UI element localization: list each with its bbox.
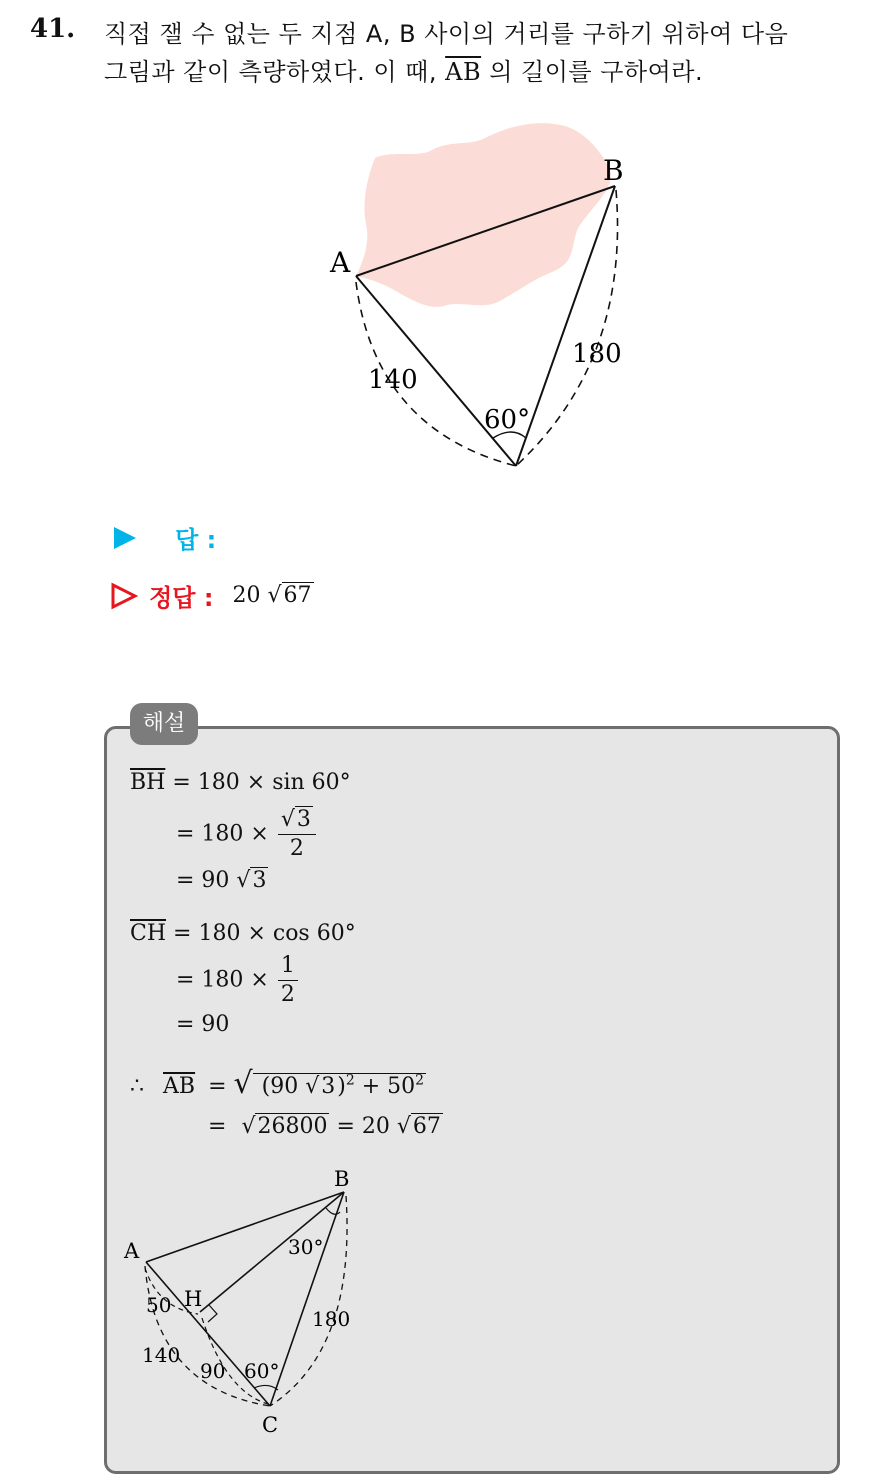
solution-figure [118, 1160, 378, 1440]
ab-exp: 2 [345, 1072, 355, 1089]
bh-eq3-radicand: 3 [252, 868, 267, 893]
segment-ch: $\overline{CH}$ [130, 921, 167, 946]
ch-eq3: = 90 [176, 1012, 230, 1037]
ab-eq1: ∴ $\overline{AB}$ = √ (90 $√3)^2 + 50^2$ [130, 1066, 425, 1101]
fig2-label-c: C [262, 1413, 279, 1437]
bh-eq1-text: = 180 × sin 60° [172, 770, 351, 795]
fig2-label-50: 50 [146, 1293, 172, 1317]
fig2-label-b: B [334, 1167, 350, 1191]
ab-eq2: = √26800 = 20 √67 [208, 1114, 441, 1139]
fraction-sqrt3-over-2: $\frac{√3}{2}$ [278, 806, 316, 863]
correct-answer-row [110, 578, 314, 613]
fig2-label-h: H [184, 1287, 203, 1311]
question-number: 41. [30, 14, 76, 44]
ab-inner-coef: 90 [270, 1074, 299, 1099]
ab-plus-50: + 50 [361, 1074, 416, 1099]
segment-bh: $\overline{BH}$ [130, 770, 166, 795]
fig2-label-140: 140 [142, 1343, 181, 1367]
ab-eq-sign: = [208, 1074, 227, 1099]
bh-eq3: = 90 √3 [176, 868, 267, 893]
bh-num-radicand: 3 [296, 807, 311, 832]
survey-figure [320, 110, 650, 490]
ab-exp2: 2 [415, 1072, 425, 1089]
fig2-angle-c [254, 1385, 278, 1390]
bh-eq2 [176, 806, 318, 863]
segment-ab-solution: $\overline{AB}$ [163, 1074, 196, 1099]
correct-answer-label: 정답 : [149, 584, 214, 612]
ab-radicand-26800: 26800 [257, 1114, 328, 1139]
play-triangle-icon [112, 525, 138, 551]
fig2-label-180: 180 [312, 1307, 351, 1331]
right-angle-mark [208, 1305, 217, 1322]
question-line-1: 직접 잴 수 없는 두 지점 A, B 사이의 거리를 구하기 위하여 다음 [104, 20, 789, 48]
label-a: A [330, 246, 351, 279]
question-line-2-pre: 그림과 같이 측량하였다. 이 때, [104, 58, 437, 86]
ab-line2-eq: = [208, 1114, 227, 1139]
ch-eq2-text: = 180 × [176, 967, 269, 993]
question-line-2 [104, 52, 703, 87]
fig2-label-90: 90 [200, 1359, 226, 1383]
outline-triangle-icon [110, 582, 138, 610]
fraction-1-over-2 [278, 952, 298, 1009]
ab-line2-mid: = 20 [336, 1114, 390, 1139]
answer-row [112, 520, 216, 555]
fig2-ac [146, 1262, 270, 1406]
ch-eq2 [176, 952, 300, 1009]
bh-eq2-text: = 180 × [176, 821, 269, 847]
label-180: 180 [572, 339, 622, 369]
label-b: B [603, 154, 624, 187]
solution-tab: 해설 [130, 703, 198, 745]
ch-eq1-text: = 180 × cos 60° [173, 921, 356, 946]
bh-den: 2 [289, 836, 304, 861]
ch-eq1 [130, 921, 356, 946]
ch-den: 2 [280, 982, 295, 1007]
correct-answer-coef: 20 [232, 583, 261, 608]
fig2-label-60: 60° [244, 1359, 280, 1383]
fig2-bc [270, 1192, 344, 1406]
fig2-label-30: 30° [288, 1235, 324, 1259]
correct-answer-value: 20 √67 [232, 583, 312, 608]
obstacle-blob [356, 123, 611, 307]
correct-answer-radicand: 67 [283, 583, 312, 608]
therefore-symbol: ∴ [130, 1074, 144, 1099]
ab-inner-radicand: 3 [321, 1074, 336, 1099]
label-60: 60° [484, 405, 531, 435]
question-line-2-post: 의 길이를 구하여라. [489, 58, 704, 86]
answer-label: 답 : [175, 526, 217, 554]
bh-eq1 [130, 770, 351, 795]
ab-radicand-67: 67 [412, 1114, 441, 1139]
segment-ab: $\overline{AB}$ [445, 58, 482, 86]
label-140: 140 [368, 365, 418, 395]
bh-eq3-text: = 90 [176, 868, 230, 893]
fig2-label-a: A [124, 1239, 140, 1263]
ch-num: 1 [278, 952, 298, 981]
